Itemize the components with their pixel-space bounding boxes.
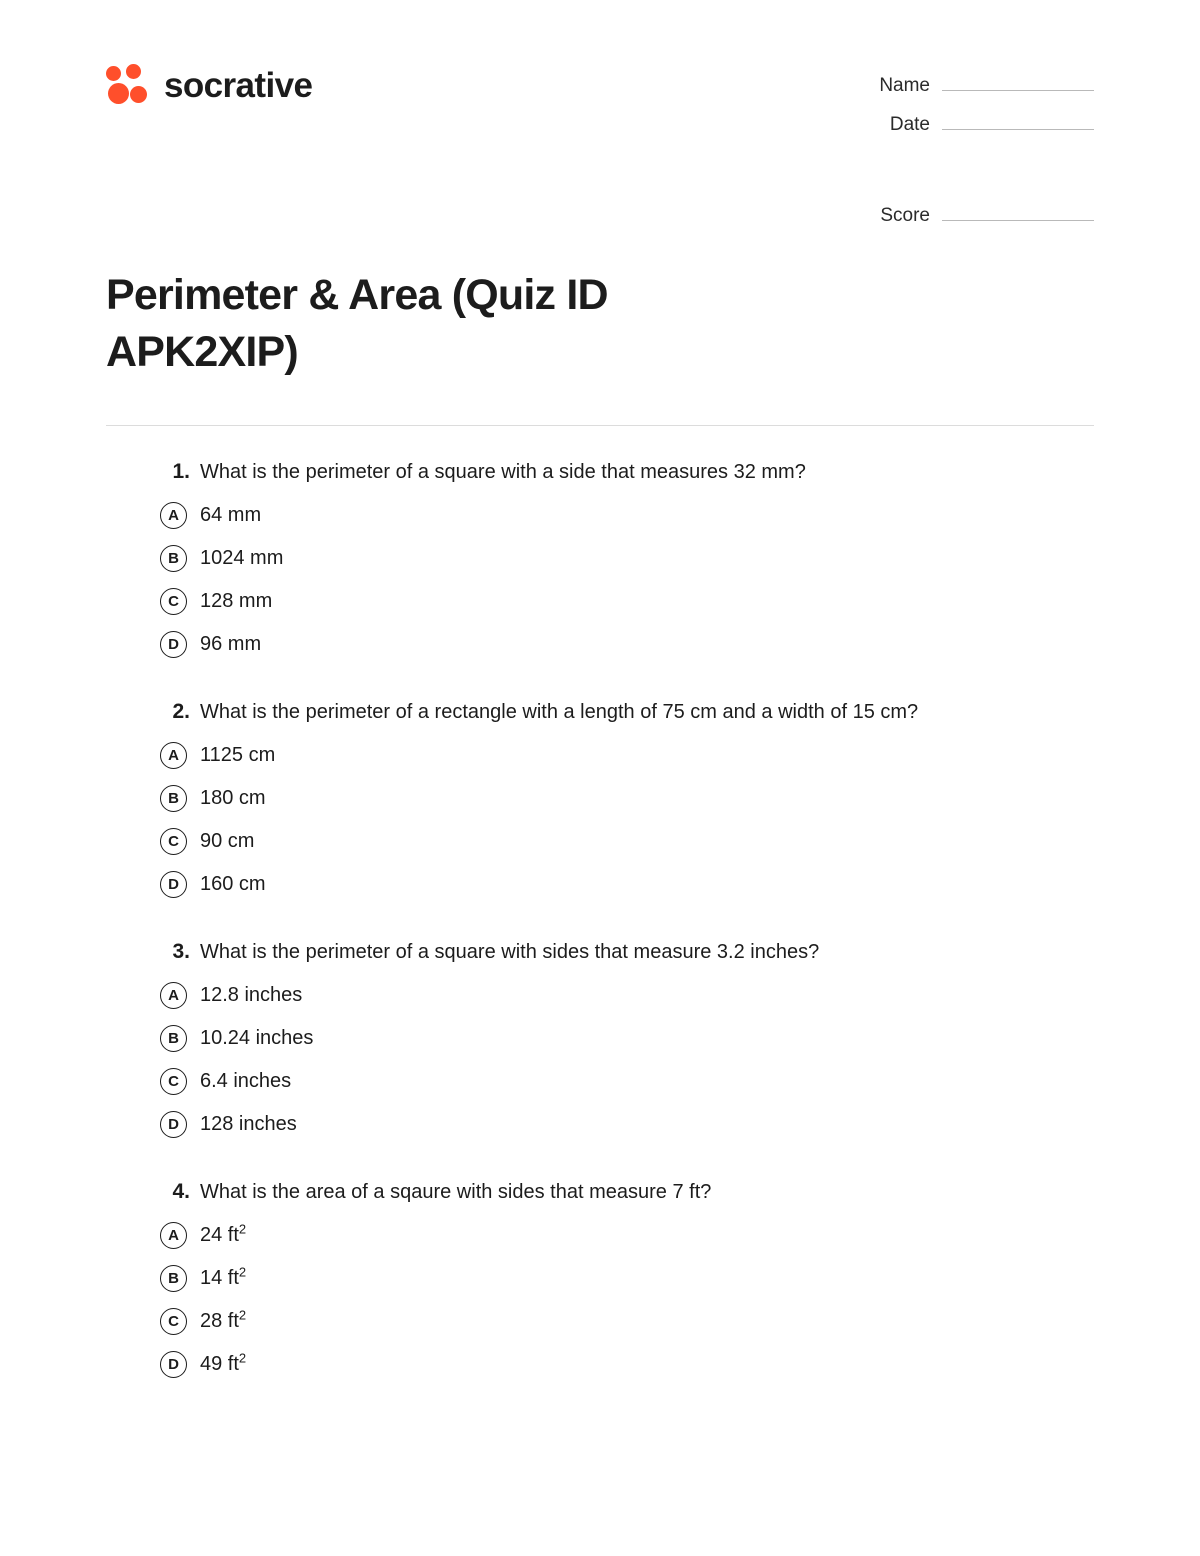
score-label: Score (880, 205, 930, 226)
score-input-line[interactable] (942, 202, 1094, 221)
choice-bubble[interactable]: C (160, 588, 187, 615)
choice-bubble[interactable]: C (160, 1308, 187, 1335)
choice-bubble[interactable]: A (160, 742, 187, 769)
question-header (106, 1178, 1094, 1206)
choice-text: 14 $ft^2$ (200, 1263, 247, 1289)
question-text: What is the perimeter of a square with sides that measure 3.2 inches? (200, 940, 820, 963)
choice-exponent: 2 (238, 1306, 247, 1322)
socrative-dots-icon (106, 64, 150, 108)
question-number: 3. (172, 939, 190, 963)
choice-text: 12.8 inches (200, 983, 303, 1006)
answer-choice[interactable] (106, 871, 1094, 898)
answer-choice[interactable] (106, 982, 1094, 1009)
answer-choice[interactable] (106, 631, 1094, 658)
question-header (106, 938, 1094, 966)
title-block (0, 267, 1200, 381)
question-item (106, 1178, 1094, 1378)
choice-bubble[interactable]: D (160, 1111, 187, 1138)
choice-bubble[interactable]: D (160, 631, 187, 658)
choice-text: 1024 mm (200, 546, 284, 569)
questions-list (0, 458, 1200, 1378)
question-header (106, 458, 1094, 486)
answer-choice[interactable] (106, 1068, 1094, 1095)
answer-choice[interactable] (106, 1222, 1094, 1249)
choice-exponent: 2 (238, 1220, 247, 1236)
choice-text: 49 $ft^2$ (200, 1349, 247, 1375)
choice-bubble[interactable]: C (160, 828, 187, 855)
answer-choice[interactable] (106, 1025, 1094, 1052)
date-row (844, 111, 1094, 136)
choice-exponent: 2 (238, 1349, 247, 1365)
choice-bubble[interactable]: A (160, 502, 187, 529)
student-info-block (844, 72, 1094, 241)
answer-choice[interactable] (106, 785, 1094, 812)
choice-exponent: 2 (238, 1263, 247, 1279)
question-header (106, 698, 1094, 726)
question-number: 2. (172, 699, 190, 723)
brand-name: socrative (164, 66, 313, 105)
choice-bubble[interactable]: D (160, 871, 187, 898)
choice-bubble[interactable]: A (160, 1222, 187, 1249)
choice-bubble[interactable]: B (160, 1025, 187, 1052)
answer-choice[interactable] (106, 1308, 1094, 1335)
choice-text: 1125 cm (200, 743, 276, 766)
socrative-logo (106, 64, 312, 108)
choice-bubble[interactable]: B (160, 785, 187, 812)
answer-choice[interactable] (106, 545, 1094, 572)
choice-text: 180 cm (200, 786, 266, 809)
question-item (106, 938, 1094, 1138)
choice-bubble[interactable]: A (160, 982, 187, 1009)
choice-text: 24 $ft^2$ (200, 1220, 247, 1246)
choice-text: 6.4 inches (200, 1069, 292, 1092)
question-number: 4. (172, 1179, 190, 1203)
choice-text: 96 mm (200, 632, 262, 655)
choice-text: 90 cm (200, 829, 255, 852)
header-divider (106, 425, 1094, 426)
question-item (106, 698, 1094, 898)
choice-bubble[interactable]: B (160, 545, 187, 572)
choice-text: 128 mm (200, 589, 273, 612)
name-input-line[interactable] (942, 72, 1094, 91)
question-number: 1. (172, 459, 190, 483)
question-text: What is the area of a sqaure with sides that measure 7 ft? (200, 1180, 712, 1203)
choice-text: 10.24 inches (200, 1026, 314, 1049)
choice-bubble[interactable]: C (160, 1068, 187, 1095)
answer-choice[interactable] (106, 502, 1094, 529)
score-row (844, 202, 1094, 227)
answer-choice[interactable] (106, 828, 1094, 855)
choice-text: 128 inches (200, 1112, 297, 1135)
answer-choice[interactable] (106, 1265, 1094, 1292)
name-row (844, 72, 1094, 97)
name-label: Name (879, 75, 930, 96)
question-text: What is the perimeter of a rectangle with a length of 75 cm and a width of 15 cm? (200, 700, 919, 723)
answer-choice[interactable] (106, 588, 1094, 615)
date-label: Date (889, 114, 930, 135)
date-input-line[interactable] (942, 111, 1094, 130)
choice-bubble[interactable]: B (160, 1265, 187, 1292)
question-item (106, 458, 1094, 658)
document-header (0, 0, 1200, 241)
answer-choice[interactable] (106, 1111, 1094, 1138)
question-text: What is the perimeter of a square with a side that measures 32 mm? (200, 460, 806, 483)
choice-bubble[interactable]: D (160, 1351, 187, 1378)
choice-text: 160 cm (200, 872, 266, 895)
choice-text: 64 mm (200, 503, 262, 526)
choice-text: 28 $ft^2$ (200, 1306, 247, 1332)
answer-choice[interactable] (106, 742, 1094, 769)
page-title: Perimeter & Area (Quiz ID APK2XIP) (106, 271, 608, 376)
answer-choice[interactable] (106, 1351, 1094, 1378)
